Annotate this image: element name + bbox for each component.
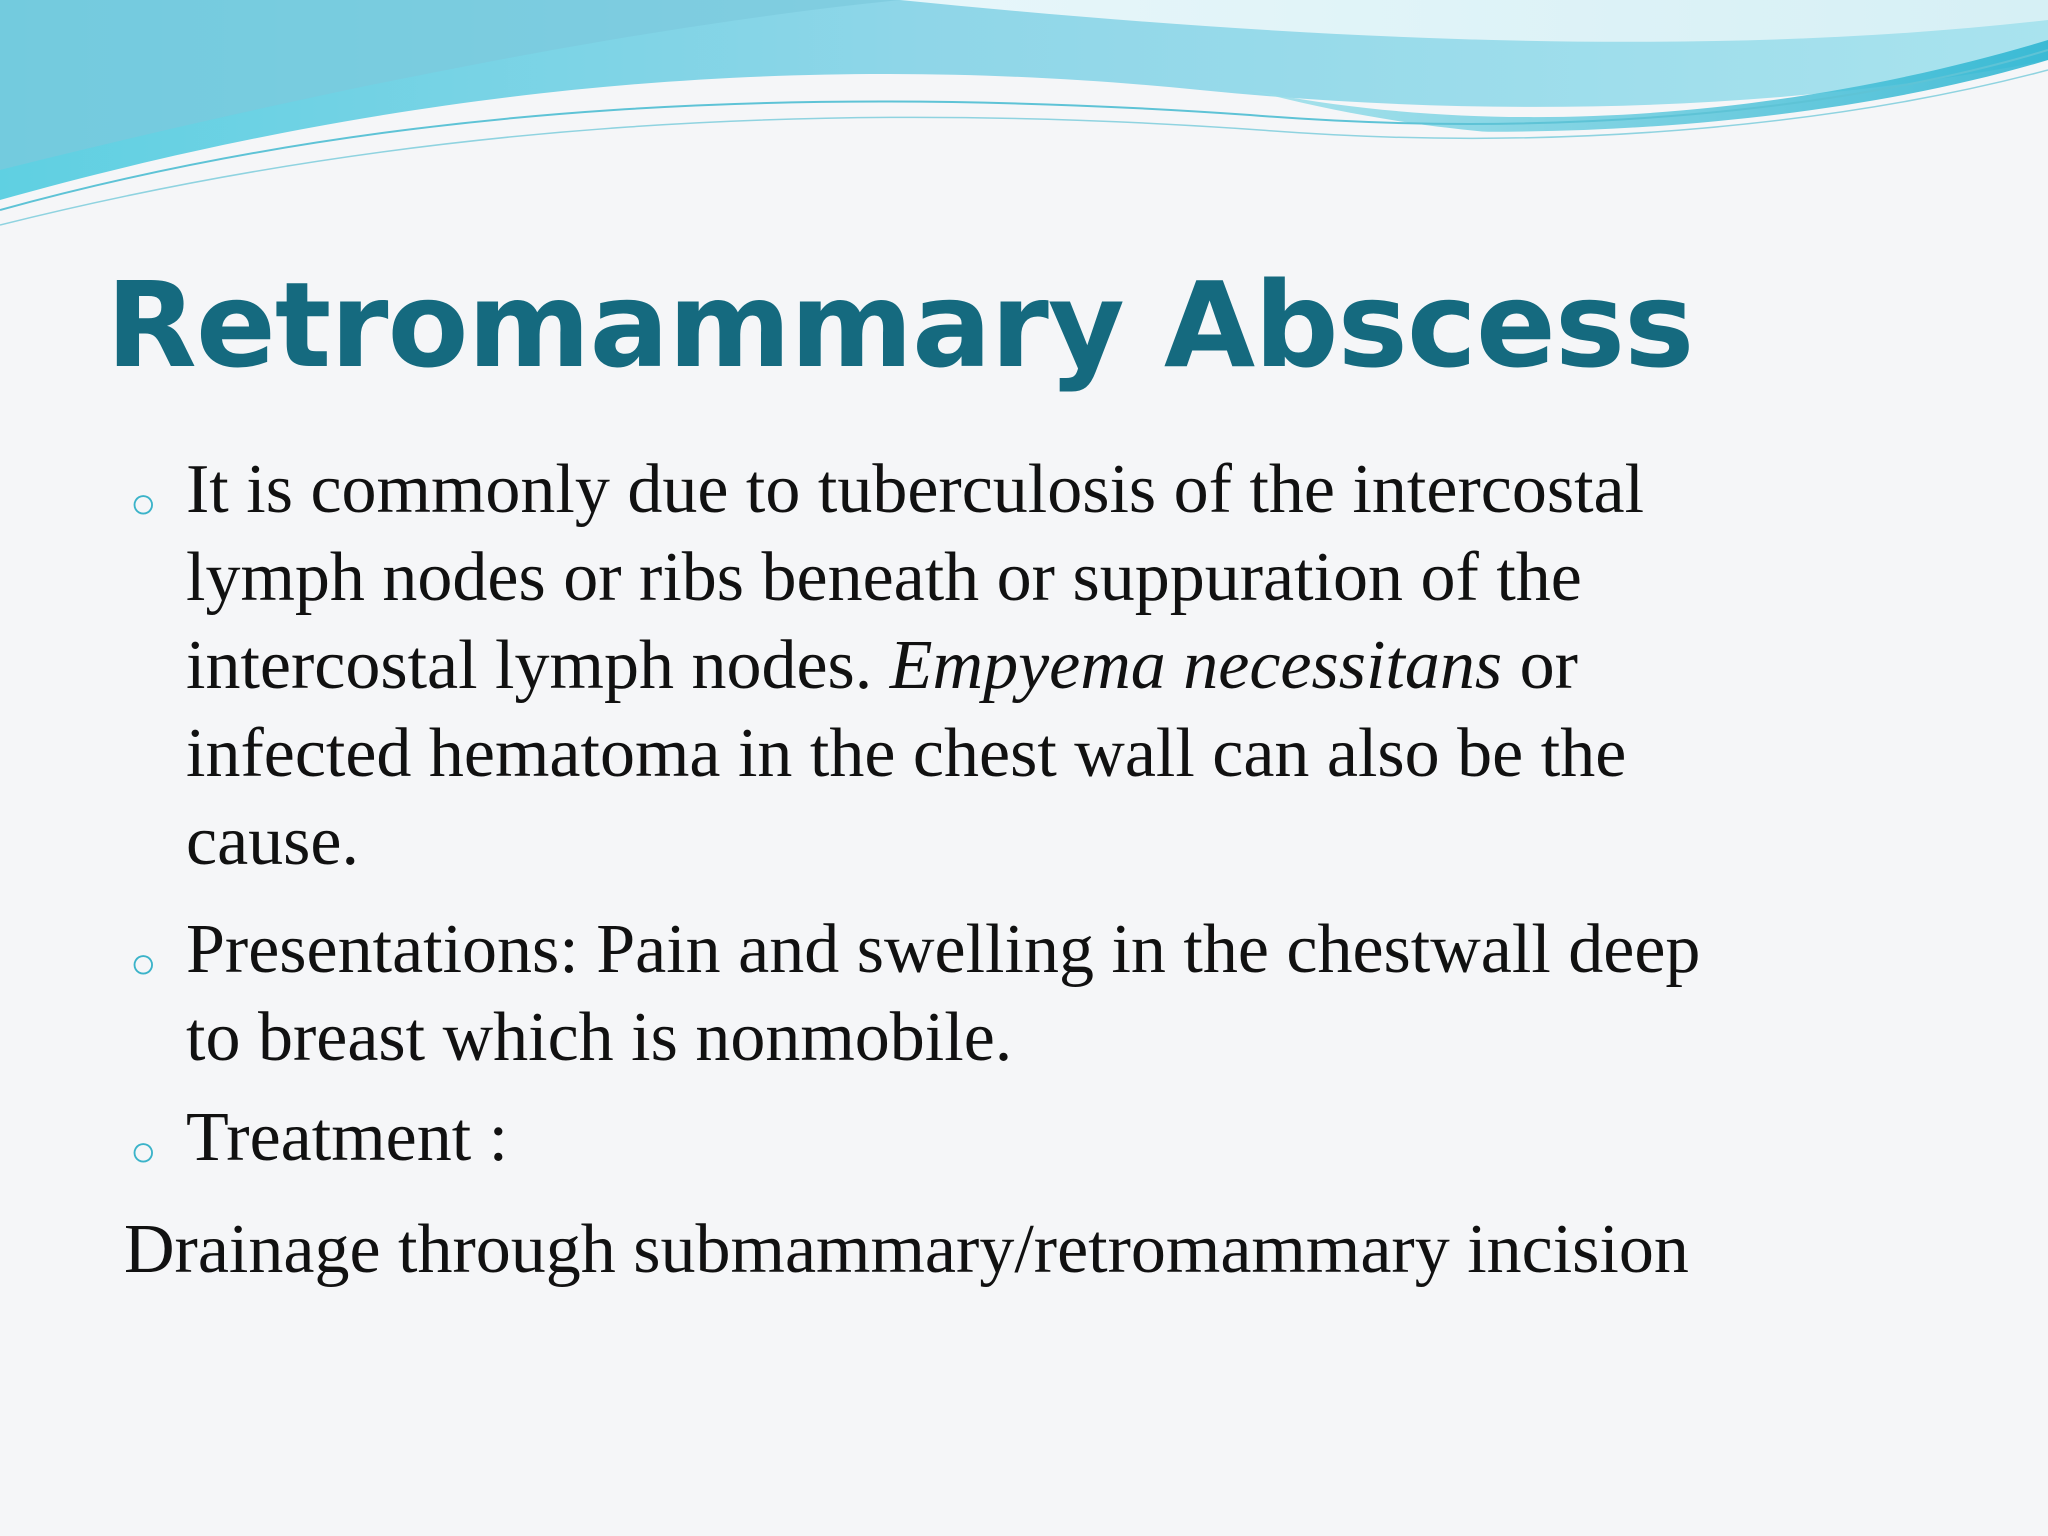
bullet-1-line-3	[186, 626, 1578, 706]
bullet-circle-icon: ○	[130, 939, 157, 988]
bullet-2-line-1: Presentations: Pain and swelling in the chestwall deep	[186, 911, 1701, 988]
bullet-1-line-5: cause.	[186, 803, 359, 880]
bullet-1-line-3-text: intercostal lymph nodes.	[186, 627, 873, 704]
bullet-1-line-2: lymph nodes or ribs beneath or suppuration of the	[186, 539, 1582, 616]
bullet-1-line-1: It is commonly due to tuberculosis of the intercostal	[186, 451, 1645, 528]
bullet-2-line-2: to breast which is nonmobile.	[186, 999, 1013, 1076]
bullet-1-line-3-tail: or	[1519, 627, 1578, 704]
bullet-1-italic-term: Empyema necessitans	[889, 627, 1503, 704]
bullet-circle-icon: ○	[130, 479, 157, 528]
bullet-1-line-4: infected hematoma in the chest wall can also be the	[186, 715, 1627, 792]
bullet-circle-icon: ○	[130, 1127, 157, 1176]
bullet-3-line-1: Treatment :	[186, 1099, 509, 1176]
slide-title: Retromammary Abscess	[106, 256, 1694, 394]
treatment-detail: Drainage through submammary/retromammary incision	[124, 1211, 1689, 1288]
